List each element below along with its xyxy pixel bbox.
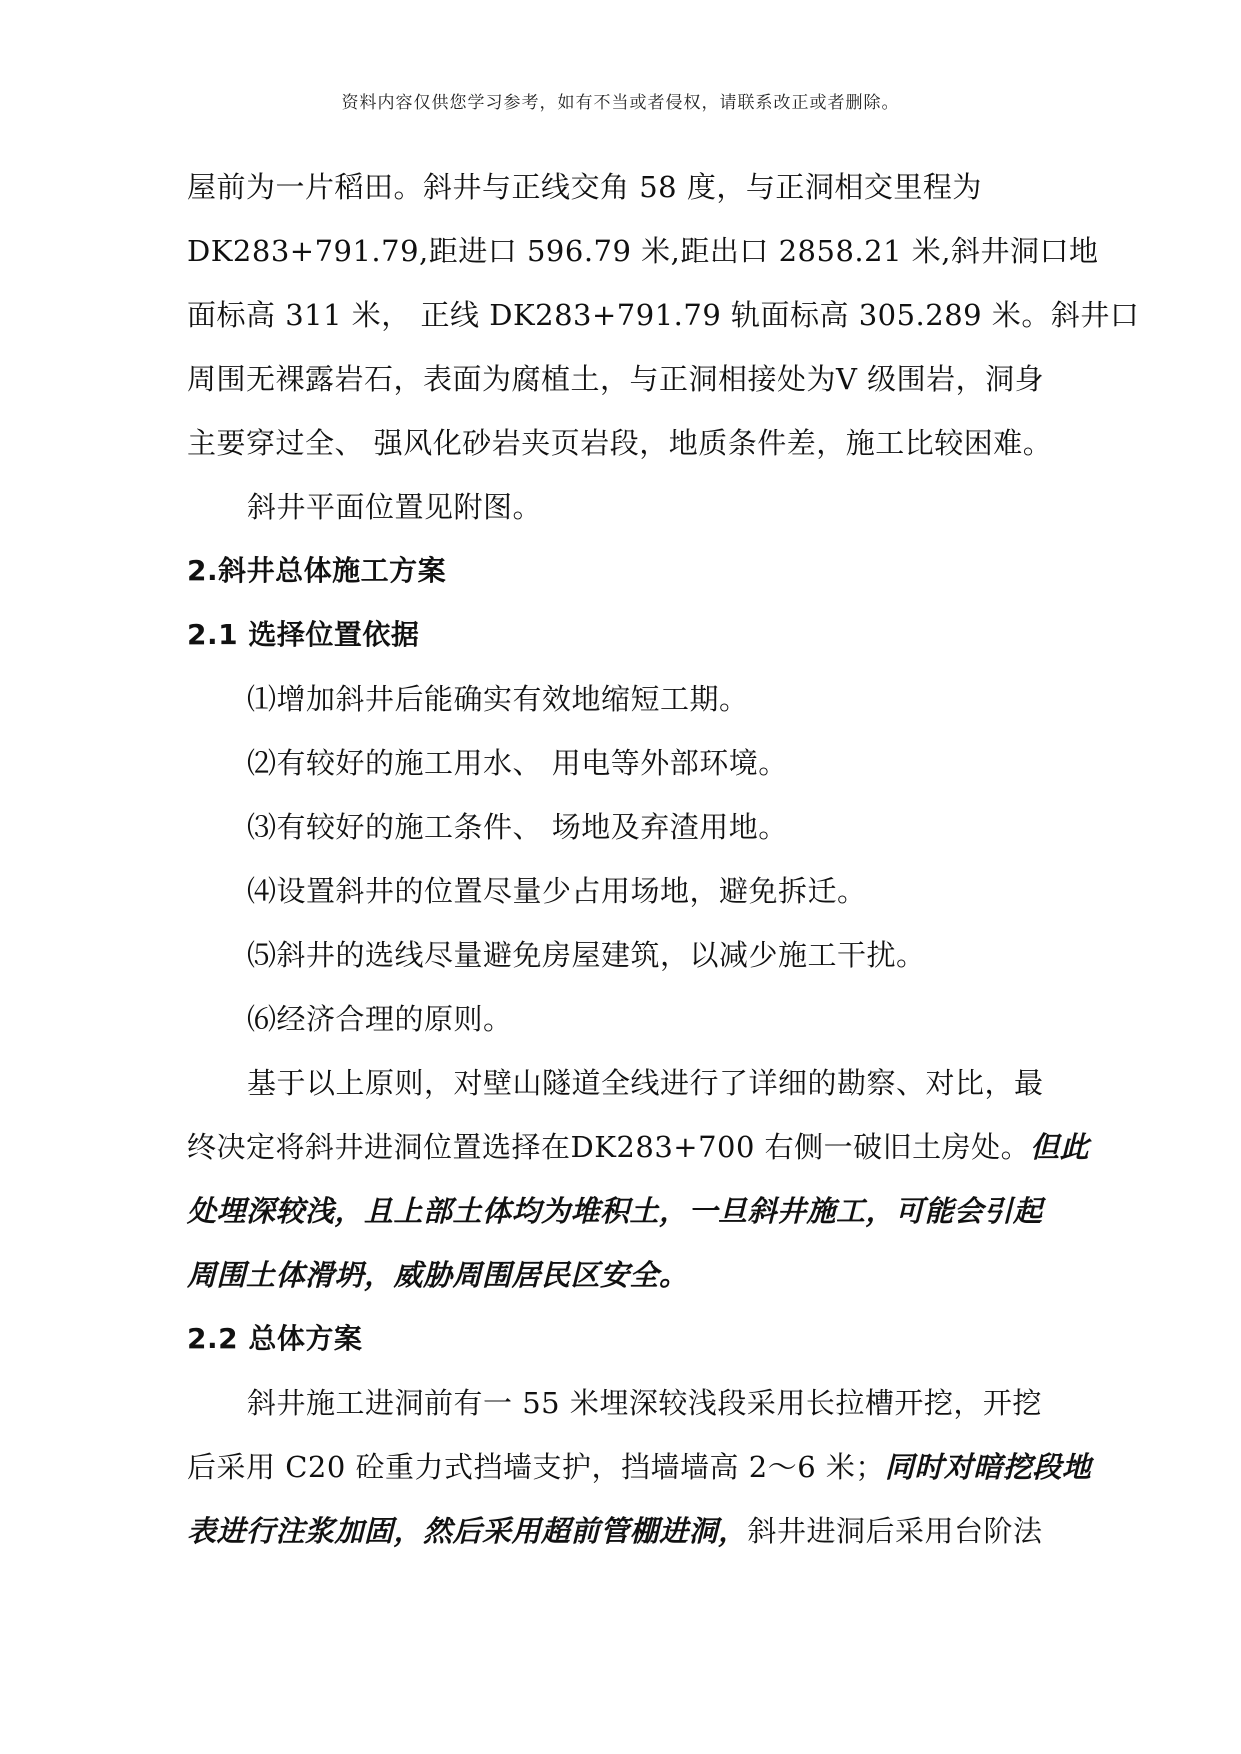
normal-text: 斜井进洞后采用台阶法: [747, 1514, 1043, 1548]
emphasized-text: 表进行注浆加固，然后采用超前管棚进洞，: [187, 1514, 748, 1548]
list-item: ⑷设置斜井的位置尽量少占用场地，避免拆迁。: [247, 874, 867, 908]
list-item: ⑸斜井的选线尽量避免房屋建筑，以减少施工干扰。: [247, 938, 926, 972]
emphasized-text: 但此: [1030, 1130, 1090, 1164]
section-heading-2-2: 2.2 总体方案: [187, 1322, 363, 1355]
emphasized-text: 同时对暗挖段地: [884, 1450, 1092, 1484]
emphasized-line: 周围土体滑坍，威胁周围居民区安全。: [187, 1258, 689, 1292]
paragraph-line: 屋前为一片稻田。斜井与正线交角 58 度，与正洞相交里程为: [187, 170, 982, 204]
section-heading-2-1: 2.1 选择位置依据: [187, 618, 420, 651]
paragraph-line: 周围无裸露岩石，表面为腐植土，与正洞相接处为V 级围岩，洞身: [187, 362, 1045, 396]
normal-text: 终决定将斜井进洞位置选择在DK283+700 右侧一破旧土房处。: [187, 1130, 1031, 1164]
list-item: ⑶有较好的施工条件、 场地及弃渣用地。: [247, 810, 788, 844]
document-body: [187, 155, 1140, 1563]
section-heading-2: 2.斜井总体施工方案: [187, 554, 447, 587]
paragraph-line: 主要穿过全、 强风化砂岩夹页岩段，地质条件差，施工比较困难。: [187, 426, 1053, 460]
paragraph-line: [187, 1435, 1092, 1499]
emphasized-line: 处埋深较浅，且上部土体均为堆积土，一旦斜井施工，可能会引起: [187, 1194, 1043, 1228]
paragraph-line: 面标高 311 米， 正线 DK283+791.79 轨面标高 305.289 米。斜井口: [187, 298, 1140, 332]
list-item: ⑹经济合理的原则。: [247, 1002, 513, 1036]
page-header-disclaimer: 资料内容仅供您学习参考，如有不当或者侵权，请联系改正或者删除。: [341, 93, 900, 113]
paragraph-line: 基于以上原则，对壁山隧道全线进行了详细的勘察、对比，最: [247, 1066, 1044, 1100]
paragraph-line: [187, 1115, 1090, 1179]
paragraph-appendix-note: 斜井平面位置见附图。: [247, 490, 543, 524]
paragraph-line: 斜井施工进洞前有一 55 米埋深较浅段采用长拉槽开挖，开挖: [247, 1386, 1042, 1420]
normal-text: 后采用 C20 砼重力式挡墙支护，挡墙墙高 2～6 米；: [187, 1450, 885, 1484]
list-item: ⑴增加斜井后能确实有效地缩短工期。: [247, 682, 749, 716]
paragraph-line: [187, 1499, 1072, 1563]
list-item: ⑵有较好的施工用水、 用电等外部环境。: [247, 746, 788, 780]
paragraph-line: DK283+791.79,距进口 596.79 米,距出口 2858.21 米,斜井洞口地: [187, 234, 1099, 268]
